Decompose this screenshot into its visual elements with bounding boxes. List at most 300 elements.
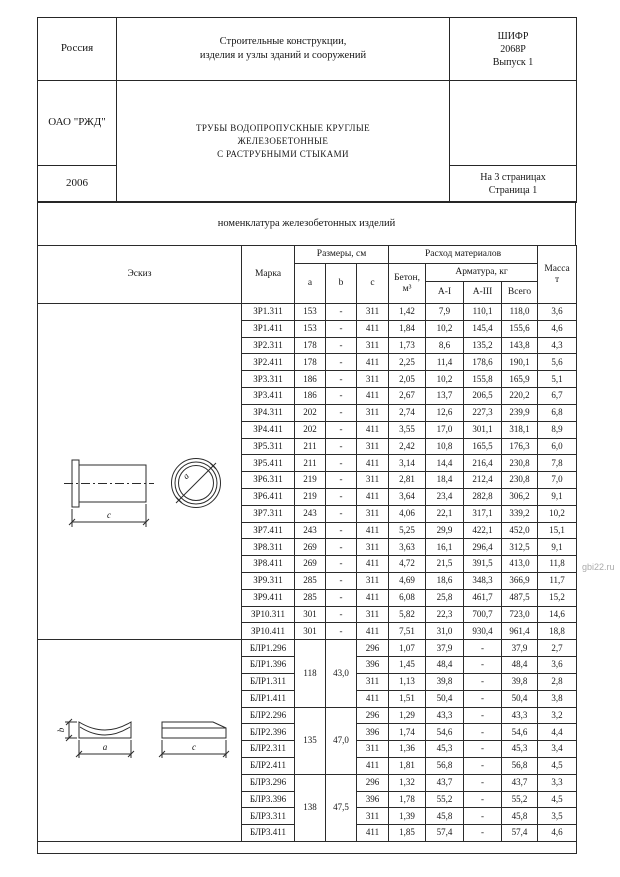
b-cell: - [326, 371, 357, 388]
mass-cell: 14,6 [538, 606, 577, 623]
a3-cell: 348,3 [464, 573, 502, 590]
concrete-cell: 3,64 [389, 488, 426, 505]
total-cell: 961,4 [502, 623, 538, 640]
b-cell: - [326, 354, 357, 371]
col-header-rebar-total: Всего [502, 282, 538, 304]
mass-cell: 9,1 [538, 539, 577, 556]
mark-cell: ЗР7.311 [242, 505, 295, 522]
total-cell: 43,7 [502, 774, 538, 791]
concrete-cell: 1,78 [389, 791, 426, 808]
c-cell: 411 [357, 320, 389, 337]
c-cell: 311 [357, 438, 389, 455]
mark-cell: ЗР10.411 [242, 623, 295, 640]
total-cell: 452,0 [502, 522, 538, 539]
concrete-cell: 1,85 [389, 825, 426, 842]
concrete-cell: 1,74 [389, 724, 426, 741]
mass-cell: 2,8 [538, 673, 577, 690]
c-cell: 311 [357, 337, 389, 354]
mass-cell: 7,8 [538, 455, 577, 472]
mass-cell: 4,4 [538, 724, 577, 741]
a1-cell: 37,9 [426, 640, 464, 657]
mark-cell: БЛР2.311 [242, 741, 295, 758]
mark-cell: БЛР3.311 [242, 808, 295, 825]
total-cell: 43,3 [502, 707, 538, 724]
table-body [38, 304, 577, 854]
series-line2: изделия и узлы зданий и сооружений [199, 50, 367, 61]
pipe-table-row [38, 304, 577, 321]
c-cell: 296 [357, 640, 389, 657]
mark-cell: ЗР3.311 [242, 371, 295, 388]
total-cell: 54,6 [502, 724, 538, 741]
a1-cell: 48,4 [426, 657, 464, 674]
total-cell: 48,4 [502, 657, 538, 674]
c-cell: 311 [357, 808, 389, 825]
c-cell: 296 [357, 707, 389, 724]
c-cell: 311 [357, 505, 389, 522]
total-cell: 55,2 [502, 791, 538, 808]
a3-cell: 212,4 [464, 472, 502, 489]
b-cell: - [326, 320, 357, 337]
mark-cell: ЗР3.411 [242, 388, 295, 405]
mark-cell: БЛР2.411 [242, 757, 295, 774]
a1-cell: 17,0 [426, 421, 464, 438]
subtitle-text: номенклатура железобетонных изделий [217, 218, 396, 229]
c-cell: 311 [357, 304, 389, 321]
a1-cell: 43,7 [426, 774, 464, 791]
a1-cell: 7,9 [426, 304, 464, 321]
a1-cell: 12,6 [426, 404, 464, 421]
a3-cell: 930,4 [464, 623, 502, 640]
mark-cell: ЗР9.411 [242, 589, 295, 606]
a1-cell: 56,8 [426, 757, 464, 774]
a1-cell: 45,8 [426, 808, 464, 825]
mark-cell: ЗР7.411 [242, 522, 295, 539]
a1-cell: 50,4 [426, 690, 464, 707]
a1-cell: 10,2 [426, 320, 464, 337]
b-cell: - [326, 404, 357, 421]
concrete-cell: 2,67 [389, 388, 426, 405]
cipher-label: ШИФР [497, 30, 529, 42]
a3-cell: - [464, 657, 502, 674]
concrete-cell: 1,84 [389, 320, 426, 337]
mark-cell: БЛР1.311 [242, 673, 295, 690]
series-line1: Строительные конструкции, [219, 36, 347, 47]
a-cell: 135 [295, 707, 326, 774]
mass-cell: 3,5 [538, 808, 577, 825]
concrete-cell: 6,08 [389, 589, 426, 606]
a-cell: 243 [295, 522, 326, 539]
mark-cell: БЛР1.396 [242, 657, 295, 674]
doc-title-cell [117, 81, 450, 203]
mark-cell: БЛР2.296 [242, 707, 295, 724]
block-dim-b-label: b [55, 727, 66, 732]
c-cell: 411 [357, 825, 389, 842]
concrete-cell: 1,42 [389, 304, 426, 321]
nomenclature-table [37, 245, 577, 854]
a1-cell: 22,3 [426, 606, 464, 623]
cipher-number: 2068Р [500, 43, 526, 55]
pipe-dim-c-label: c [106, 509, 111, 520]
c-cell: 411 [357, 690, 389, 707]
concrete-cell: 1,29 [389, 707, 426, 724]
a3-cell: 135,2 [464, 337, 502, 354]
a3-cell: - [464, 707, 502, 724]
total-cell: 45,8 [502, 808, 538, 825]
a-cell: 186 [295, 388, 326, 405]
total-cell: 57,4 [502, 825, 538, 842]
b-cell: 47,5 [326, 774, 357, 841]
a1-cell: 31,0 [426, 623, 464, 640]
c-cell: 311 [357, 741, 389, 758]
a-cell: 202 [295, 421, 326, 438]
mass-cell: 7,0 [538, 472, 577, 489]
b-cell: - [326, 421, 357, 438]
mark-cell: ЗР4.411 [242, 421, 295, 438]
c-cell: 411 [357, 623, 389, 640]
a1-cell: 11,4 [426, 354, 464, 371]
a3-cell: - [464, 808, 502, 825]
a-cell: 269 [295, 539, 326, 556]
concrete-cell: 1,07 [389, 640, 426, 657]
block-dim-a-label: a [102, 741, 107, 752]
c-cell: 311 [357, 573, 389, 590]
mass-cell: 10,2 [538, 505, 577, 522]
concrete-cell: 5,82 [389, 606, 426, 623]
watermark: gbi22.ru [582, 562, 615, 572]
a3-cell: 110,1 [464, 304, 502, 321]
c-cell: 411 [357, 556, 389, 573]
total-cell: 118,0 [502, 304, 538, 321]
mark-cell: ЗР8.311 [242, 539, 295, 556]
b-cell: - [326, 455, 357, 472]
mark-cell: ЗР8.411 [242, 556, 295, 573]
a1-cell: 21,5 [426, 556, 464, 573]
b-cell: - [326, 589, 357, 606]
b-cell: - [326, 556, 357, 573]
mass-cell: 4,5 [538, 791, 577, 808]
a3-cell: 296,4 [464, 539, 502, 556]
a3-cell: 155,8 [464, 371, 502, 388]
mass-cell: 3,8 [538, 690, 577, 707]
mass-cell: 18,8 [538, 623, 577, 640]
a3-cell: - [464, 757, 502, 774]
a-cell: 153 [295, 320, 326, 337]
a3-cell: 282,8 [464, 488, 502, 505]
a-cell: 219 [295, 472, 326, 489]
a1-cell: 29,9 [426, 522, 464, 539]
a3-cell: 206,5 [464, 388, 502, 405]
c-cell: 311 [357, 472, 389, 489]
c-cell: 396 [357, 657, 389, 674]
col-header-materials: Расход материалов [389, 246, 538, 264]
mark-cell: ЗР1.411 [242, 320, 295, 337]
b-cell: 43,0 [326, 640, 357, 707]
a1-cell: 18,4 [426, 472, 464, 489]
a1-cell: 54,6 [426, 724, 464, 741]
a1-cell: 14,4 [426, 455, 464, 472]
a1-cell: 55,2 [426, 791, 464, 808]
a3-cell: 317,1 [464, 505, 502, 522]
concrete-cell: 7,51 [389, 623, 426, 640]
total-cell: 220,2 [502, 388, 538, 405]
mark-cell: ЗР9.311 [242, 573, 295, 590]
c-cell: 411 [357, 421, 389, 438]
b-cell: - [326, 573, 357, 590]
a1-cell: 10,8 [426, 438, 464, 455]
a3-cell: 700,7 [464, 606, 502, 623]
c-cell: 411 [357, 455, 389, 472]
mass-cell: 3,6 [538, 657, 577, 674]
mass-cell: 4,3 [538, 337, 577, 354]
mark-cell: БЛР3.296 [242, 774, 295, 791]
concrete-cell: 2,05 [389, 371, 426, 388]
total-cell: 176,3 [502, 438, 538, 455]
a-cell: 153 [295, 304, 326, 321]
a1-cell: 16,1 [426, 539, 464, 556]
a1-cell: 23,4 [426, 488, 464, 505]
mass-cell: 3,3 [538, 774, 577, 791]
a1-cell: 25,8 [426, 589, 464, 606]
mark-cell: БЛР1.296 [242, 640, 295, 657]
total-cell: 366,9 [502, 573, 538, 590]
a-cell: 219 [295, 488, 326, 505]
block-dim-c-label: c [191, 741, 196, 752]
a3-cell: 391,5 [464, 556, 502, 573]
series-title-cell [117, 18, 450, 81]
mass-cell: 5,1 [538, 371, 577, 388]
mark-cell: ЗР2.311 [242, 337, 295, 354]
mass-cell: 15,2 [538, 589, 577, 606]
mass-cell: 11,8 [538, 556, 577, 573]
col-header-rebar-a1: А-I [426, 282, 464, 304]
a-cell: 243 [295, 505, 326, 522]
a3-cell: 165,5 [464, 438, 502, 455]
concrete-cell: 1,13 [389, 673, 426, 690]
total-cell: 39,8 [502, 673, 538, 690]
pipe-dim-a-line [176, 463, 216, 503]
b-cell: - [326, 623, 357, 640]
mass-cell: 8,9 [538, 421, 577, 438]
mass-cell: 2,7 [538, 640, 577, 657]
c-cell: 396 [357, 724, 389, 741]
concrete-cell: 3,55 [389, 421, 426, 438]
concrete-cell: 2,74 [389, 404, 426, 421]
total-cell: 339,2 [502, 505, 538, 522]
concrete-cell: 1,73 [389, 337, 426, 354]
saddle-block-outline [79, 722, 131, 738]
pages-info-cell [450, 166, 577, 203]
mass-cell: 6,0 [538, 438, 577, 455]
doc-title-line3: С РАСТРУБНЫМИ СТЫКАМИ [217, 149, 349, 159]
col-header-rebar-a3: А-III [464, 282, 502, 304]
mass-cell: 6,7 [538, 388, 577, 405]
doc-title-line1: ТРУБЫ ВОДОПРОПУСКНЫЕ КРУГЛЫЕ [195, 123, 371, 133]
total-cell: 155,6 [502, 320, 538, 337]
mark-cell: ЗР4.311 [242, 404, 295, 421]
mass-unit: т [554, 274, 560, 285]
mark-cell: ЗР10.311 [242, 606, 295, 623]
total-cell: 230,8 [502, 472, 538, 489]
a1-cell: 22,1 [426, 505, 464, 522]
total-cell: 312,5 [502, 539, 538, 556]
c-cell: 411 [357, 522, 389, 539]
a3-cell: 178,6 [464, 354, 502, 371]
a1-cell: 13,7 [426, 388, 464, 405]
concrete-cell: 2,25 [389, 354, 426, 371]
mark-cell: ЗР6.311 [242, 472, 295, 489]
mass-cell: 11,7 [538, 573, 577, 590]
a3-cell: - [464, 741, 502, 758]
a1-cell: 43,3 [426, 707, 464, 724]
mass-cell: 15,1 [538, 522, 577, 539]
concrete-cell: 1,81 [389, 757, 426, 774]
cipher-issue: Выпуск 1 [492, 56, 534, 68]
a-cell: 202 [295, 404, 326, 421]
a3-cell: - [464, 673, 502, 690]
cipher-cell [450, 18, 577, 81]
total-cell: 306,2 [502, 488, 538, 505]
b-cell: 47,0 [326, 707, 357, 774]
pipe-dim-a-label: a [180, 470, 191, 481]
a3-cell: 227,3 [464, 404, 502, 421]
empty-closing-cell [38, 842, 577, 854]
mark-cell: ЗР1.311 [242, 304, 295, 321]
concrete-cell: 4,69 [389, 573, 426, 590]
a-cell: 211 [295, 438, 326, 455]
pipe-sketch [39, 305, 241, 639]
mass-cell: 9,1 [538, 488, 577, 505]
c-cell: 311 [357, 371, 389, 388]
c-cell: 396 [357, 791, 389, 808]
a1-cell: 45,3 [426, 741, 464, 758]
title-block [37, 17, 577, 203]
total-cell: 50,4 [502, 690, 538, 707]
b-cell: - [326, 472, 357, 489]
a3-cell: 422,1 [464, 522, 502, 539]
b-cell: - [326, 388, 357, 405]
col-header-rebar: Арматура, кг [426, 264, 538, 282]
block-table-row [38, 640, 577, 657]
a3-cell: - [464, 724, 502, 741]
a3-cell: - [464, 690, 502, 707]
concrete-cell: 3,14 [389, 455, 426, 472]
concrete-unit: м³ [402, 283, 412, 294]
col-header-b: b [326, 264, 357, 304]
b-cell: - [326, 606, 357, 623]
col-header-sketch: Эскиз [38, 246, 242, 304]
total-cell: 37,9 [502, 640, 538, 657]
concrete-cell: 1,45 [389, 657, 426, 674]
concrete-cell: 1,32 [389, 774, 426, 791]
block-sketch-cell [38, 640, 242, 842]
mark-cell: БЛР3.411 [242, 825, 295, 842]
concrete-cell: 2,42 [389, 438, 426, 455]
a3-cell: - [464, 640, 502, 657]
a-cell: 178 [295, 354, 326, 371]
concrete-cell: 2,81 [389, 472, 426, 489]
mark-cell: ЗР5.311 [242, 438, 295, 455]
table-header [38, 246, 577, 304]
a-cell: 301 [295, 623, 326, 640]
year-cell: 2006 [38, 166, 117, 203]
a3-cell: 216,4 [464, 455, 502, 472]
empty-stamp-cell [450, 81, 577, 166]
block-side-outline [162, 722, 226, 738]
concrete-cell: 1,39 [389, 808, 426, 825]
a-cell: 138 [295, 774, 326, 841]
total-cell: 165,9 [502, 371, 538, 388]
empty-closing-row [38, 842, 577, 854]
col-header-a: a [295, 264, 326, 304]
block-sketch [39, 641, 241, 841]
total-cell: 190,1 [502, 354, 538, 371]
a-cell: 211 [295, 455, 326, 472]
concrete-cell: 1,51 [389, 690, 426, 707]
mark-cell: ЗР6.411 [242, 488, 295, 505]
total-cell: 318,1 [502, 421, 538, 438]
concrete-cell: 1,36 [389, 741, 426, 758]
b-cell: - [326, 539, 357, 556]
pages-count: На 3 страницах [480, 172, 546, 183]
a-cell: 269 [295, 556, 326, 573]
concrete-cell: 3,63 [389, 539, 426, 556]
doc-title-line2: ЖЕЛЕЗОБЕТОННЫЕ [237, 136, 329, 146]
concrete-cell: 4,72 [389, 556, 426, 573]
c-cell: 296 [357, 774, 389, 791]
mark-cell: БЛР2.396 [242, 724, 295, 741]
col-header-dimensions: Размеры, см [295, 246, 389, 264]
col-header-c: c [357, 264, 389, 304]
concrete-label: Бетон, [394, 272, 420, 283]
a3-cell: 301,1 [464, 421, 502, 438]
mark-cell: ЗР5.411 [242, 455, 295, 472]
total-cell: 230,8 [502, 455, 538, 472]
c-cell: 411 [357, 589, 389, 606]
mass-cell: 4,5 [538, 757, 577, 774]
col-header-mass [538, 246, 577, 304]
b-cell: - [326, 438, 357, 455]
total-cell: 143,8 [502, 337, 538, 354]
total-cell: 487,5 [502, 589, 538, 606]
mass-cell: 6,8 [538, 404, 577, 421]
mass-cell: 4,6 [538, 825, 577, 842]
c-cell: 311 [357, 539, 389, 556]
mass-label: Масса [544, 263, 570, 274]
a1-cell: 10,2 [426, 371, 464, 388]
total-cell: 45,3 [502, 741, 538, 758]
a-cell: 285 [295, 589, 326, 606]
saddle-block-inner-arc [80, 727, 130, 735]
mark-cell: ЗР2.411 [242, 354, 295, 371]
total-cell: 56,8 [502, 757, 538, 774]
total-cell: 413,0 [502, 556, 538, 573]
total-cell: 239,9 [502, 404, 538, 421]
a-cell: 186 [295, 371, 326, 388]
c-cell: 311 [357, 404, 389, 421]
pipe-sketch-cell [38, 304, 242, 640]
b-cell: - [326, 522, 357, 539]
c-cell: 411 [357, 757, 389, 774]
mark-cell: БЛР3.396 [242, 791, 295, 808]
b-cell: - [326, 505, 357, 522]
a3-cell: - [464, 825, 502, 842]
mark-cell: БЛР1.411 [242, 690, 295, 707]
a3-cell: 145,4 [464, 320, 502, 337]
c-cell: 311 [357, 606, 389, 623]
a-cell: 178 [295, 337, 326, 354]
mass-cell: 3,2 [538, 707, 577, 724]
a3-cell: - [464, 791, 502, 808]
